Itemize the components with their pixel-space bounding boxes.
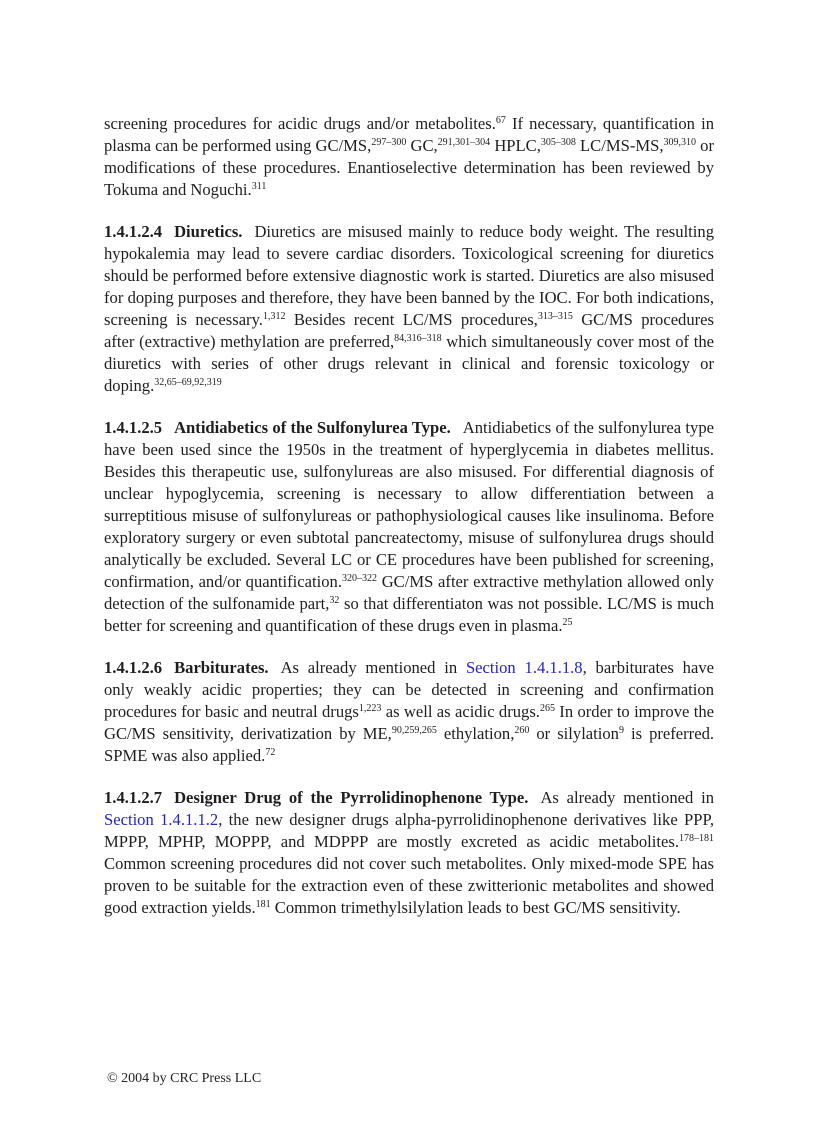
text: Common trimethylsilylation leads to best GC/MS sensitivity. <box>270 898 681 917</box>
text: Besides recent LC/MS procedures, <box>285 310 538 329</box>
text: LC/MS-MS, <box>575 136 664 155</box>
text: ethylation, <box>436 724 515 743</box>
citation: 305–308 <box>540 137 576 148</box>
section-diuretics <box>104 221 714 397</box>
citation: 320–322 <box>341 573 377 584</box>
section-antidiabetics <box>104 417 714 637</box>
text: , the new designer drugs alpha-pyrrolidinophenone derivatives like PPP, MPPP, MPHP, MOPPP, and MDPPP are mostly excreted as acidic metabolites. <box>104 810 715 851</box>
text: If necessary, quantification in plasma can be performed using GC/MS, <box>104 114 714 155</box>
text: GC/MS procedures after (extractive) methylation are preferred, <box>104 310 715 351</box>
text: so that differentiaton was not possible. LC/MS is much better for screening and quantification of these drugs even in plasma. <box>104 594 714 635</box>
section-heading: Barbiturates. <box>174 658 269 677</box>
text: Common screening procedures did not cover such metabolites. Only mixed-mode SPE has proven to be suitable for the extraction even of these zwitterionic metabolites and showed good extraction yields. <box>104 854 714 917</box>
citation: 309,310 <box>663 137 696 148</box>
citation: 181 <box>255 899 271 910</box>
section-link[interactable]: Section 1.4.1.1.2 <box>104 810 219 829</box>
paragraph-acidic-drugs <box>104 113 714 201</box>
citation: 72 <box>265 747 276 758</box>
section-heading: Antidiabetics of the Sulfonylurea Type. <box>174 418 451 437</box>
text: GC/MS after extractive methylation allowed only detection of the sulfonamide part, <box>104 572 714 613</box>
text: HPLC, <box>490 136 541 155</box>
section-barbiturates <box>104 657 714 767</box>
text: or modifications of these procedures. Enantioselective determination has been reviewed by Tokuma and Noguchi. <box>104 136 714 199</box>
text: , barbiturates have only weakly acidic properties; they can be detected in screening and confirmation procedures for basic and neutral drugs <box>104 658 714 721</box>
text: or silylation <box>529 724 619 743</box>
section-number: 1.4.1.2.7 <box>104 788 163 807</box>
citation: 178–181 <box>679 833 714 844</box>
citation: 311 <box>251 181 267 192</box>
page-body <box>104 113 714 919</box>
text: As already mentioned in <box>540 788 714 807</box>
citation: 260 <box>514 725 530 736</box>
text: as well as acidic drugs. <box>381 702 540 721</box>
text: Antidiabetics of the sulfonylurea type have been used since the 1950s in the treatment of hyperglycemia in diabetes mellitus. Besides this therapeutic use, sulfonylureas are also misused. For differential diagnosis of unclear hypoglycemia, screening is necessary to allow differentiation between a surreptitious misuse of sulfonylureas or pathophysiological causes like insulinoma. Before exploratory surgery or even subtotal pancreatectomy, misuse of sulfonylurea drugs should analytically be excluded. Several LC or CE procedures have been published for screening, confirmation, and/or quantification. <box>104 418 714 591</box>
citation: 291,301–304 <box>437 137 491 148</box>
section-designer-drugs <box>104 787 714 919</box>
citation: 1,223 <box>358 703 382 714</box>
section-number: 1.4.1.2.4 <box>104 222 163 241</box>
text: In order to improve the GC/MS sensitivity, derivatization by ME, <box>104 702 714 743</box>
citation: 1,312 <box>262 311 286 322</box>
citation: 313–315 <box>537 311 573 322</box>
citation: 265 <box>539 703 555 714</box>
citation: 67 <box>495 115 506 126</box>
text: which simultaneously cover most of the diuretics with series of other drugs relevant in clinical and forensic toxicology or doping. <box>104 332 714 395</box>
citation: 84,316–318 <box>394 333 442 344</box>
citation: 32 <box>329 595 340 606</box>
section-link[interactable]: Section 1.4.1.1.8 <box>465 658 583 677</box>
citation: 32,65–69,92,319 <box>154 377 222 388</box>
citation: 90,259,265 <box>391 725 437 736</box>
citation: 297–300 <box>371 137 407 148</box>
citation: 9 <box>618 725 624 736</box>
citation: 25 <box>562 617 573 628</box>
section-heading: Designer Drug of the Pyrrolidinophenone Type. <box>174 788 529 807</box>
text: is preferred. SPME was also applied. <box>104 724 715 765</box>
text: GC, <box>406 136 438 155</box>
text: As already mentioned in <box>280 658 466 677</box>
section-number: 1.4.1.2.6 <box>104 658 163 677</box>
text: Diuretics are misused mainly to reduce body weight. The resulting hypokalemia may lead to severe cardiac disorders. Toxicological screening for diuretics should be performed before extensive diagnostic work is started. Diuretics are also misused for doping purposes and therefore, they have been banned by the IOC. For both indications, screening is necessary. <box>104 222 714 329</box>
section-number: 1.4.1.2.5 <box>104 418 163 437</box>
text: screening procedures for acidic drugs and/or metabolites. <box>104 114 496 133</box>
section-heading: Diuretics. <box>174 222 243 241</box>
copyright-footer: © 2004 by CRC Press LLC <box>107 1071 262 1086</box>
